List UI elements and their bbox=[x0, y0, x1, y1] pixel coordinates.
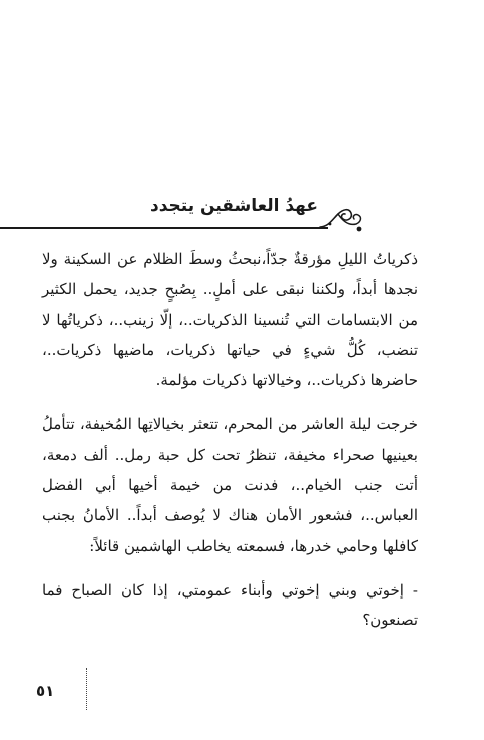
title-underline bbox=[0, 227, 328, 229]
paragraph-2: خرجت ليلة العاشر من المحرم، تتعثر بخيالاتِها المُخيفة، تتأملُ بعينيها صحراء مخيفة، تنظرُ تحت كل حبة رمل.. ألف دمعة، أتت جنب الخيام..، فدنت من خيمة أخيها أبي الفضل العباس..، فشعور الأمان هناك لا يُوصف أبداً.. الأمانُ بجنب كافلها وحامي خدرها، فسمعته يخاطب الهاشمين قائلاً: bbox=[42, 415, 418, 555]
page-number: ٥١ bbox=[36, 682, 55, 700]
flourish-ornament-icon bbox=[318, 200, 364, 236]
paragraph-1: ذكرياتُ الليلِ مؤرقةٌ جدّاً،نبحثُ وسطَ الظلام عن السكينة ولا نجدها أبداً، ولكننا نبقى على أملٍ.. بِصُبحٍ جديد، يحمل الكثير من الابتسامات التي تُنسينا الذكريات..، إلّا زينب..، ذكرياتُها لا تنضب، كُلُّ شيءٍ في حياتها ذكريات، ماضيها ذكريات..، حاضرها ذكريات..، وخيالاتها ذكريات مؤلمة. bbox=[42, 250, 418, 390]
chapter-body bbox=[42, 244, 418, 636]
page-number-divider bbox=[86, 668, 87, 710]
chapter-header bbox=[0, 190, 484, 242]
paragraph-3: - إخوتي وبني إخوتي وأبناء عمومتي، إذا كان الصباح فما تصنعون؟ bbox=[42, 580, 418, 630]
chapter-title: عهدُ العاشقين يتجدد bbox=[150, 196, 318, 216]
